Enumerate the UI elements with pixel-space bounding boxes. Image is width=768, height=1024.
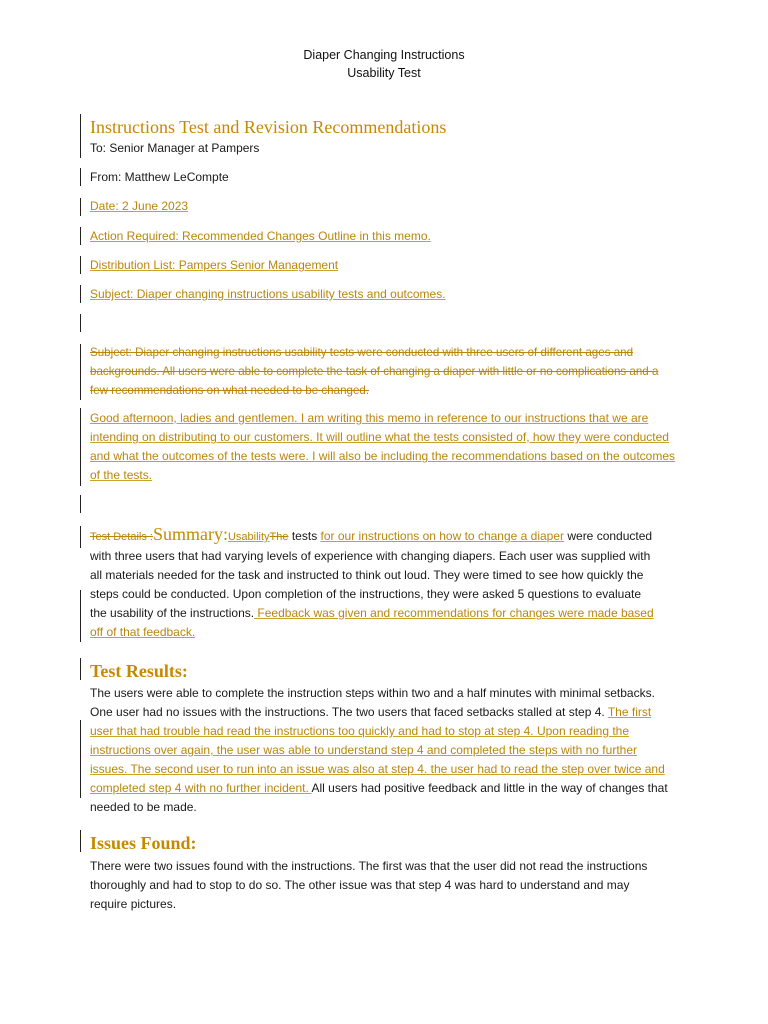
memo-date: Date: 2 June 2023 <box>90 199 189 213</box>
memo-from: From: Matthew LeCompte <box>90 170 229 184</box>
results-text-1: The users were able to complete the instruction steps within two and a half minutes with minimal setbacks. One user had no issues with the instructions. The two users that faced setbacks stalled at step 4. <box>90 686 655 719</box>
inserted-usability: Usability <box>227 531 270 543</box>
issues-found-heading: Issues Found: <box>90 833 197 853</box>
memo-distribution-list: Distribution List: Pampers Senior Management <box>90 258 339 272</box>
change-bar <box>80 114 81 158</box>
issues-found-paragraph: There were two issues found with the instructions. The first was that the user did not read the instructions thoroughly and had to stop to do so. The other issue was that step 4 was hard to understand and may require pictures. <box>90 859 648 911</box>
summary-paragraph <box>90 525 660 642</box>
change-bar <box>80 526 81 548</box>
change-bar <box>80 830 81 852</box>
change-bar <box>80 285 81 303</box>
greeting-paragraph: Good afternoon, ladies and gentlemen. I am writing this memo in reference to our instructions that we are intending on distributing to our customers. It will outline what the tests consisted of, how they were conducted and what the outcomes of the tests were. I will also be including the recommendations based on the outcomes of the tests. <box>90 411 675 482</box>
inserted-for: for our instructions on how to change a diaper <box>320 529 565 543</box>
results-inserted-text: The first user that had trouble had read the instructions too quickly and had to stop at step 4. Upon reading the instructions over again, the user was able to understand step 4 and completed the steps with no further issues. The second user to run into an issue was also at step 4. the user had to read the step over twice and completed step 4 with no further incident. <box>90 705 665 795</box>
change-bar <box>80 168 81 186</box>
document-title: Diaper Changing Instructions <box>303 48 465 62</box>
memo-subject: Subject: Diaper changing instructions usability tests and outcomes. <box>90 287 446 301</box>
change-bar <box>80 227 81 245</box>
deleted-the: The <box>269 531 289 543</box>
change-bar <box>80 314 81 332</box>
change-bar <box>80 198 81 216</box>
test-results-heading: Test Results: <box>90 661 188 681</box>
change-bar <box>80 408 81 486</box>
memo-to: To: Senior Manager at Pampers <box>90 141 260 155</box>
summary-heading: Summary: <box>152 524 228 544</box>
results-text-2: All users had positive feedback and little in the way of changes that needed to be made. <box>90 781 668 814</box>
summary-main-text: were conducted with three users that had varying levels of experience with changing diapers. Each user was supplied with all materials needed for the task and instructed to think out loud. They were timed to see how quickly the steps could be conducted. Upon completion of the instructions, they were asked 5 questions to evaluate the usability of the instructions. <box>90 529 653 620</box>
memo-action-required: Action Required: Recommended Changes Outline in this memo. <box>90 229 431 243</box>
memo-heading: Instructions Test and Revision Recommendations <box>90 117 447 137</box>
document-subtitle: Usability Test <box>347 66 421 80</box>
change-bar <box>80 590 81 642</box>
deleted-label: Test Details : <box>90 531 153 543</box>
change-bar <box>80 495 81 513</box>
inserted-feedback: Feedback was given and recommendations for changes were made based off of that feedback. <box>90 606 654 639</box>
change-bar <box>80 720 81 798</box>
summary-text-tests: tests <box>288 529 321 543</box>
change-bar <box>80 344 81 400</box>
deleted-subject-paragraph: Subject: Diaper changing instructions usability tests were conducted with three users of different ages and backgrounds. All users were able to complete the task of changing a diaper with little or no complications and a few recommendations on what needed to be changed. <box>90 346 659 397</box>
change-bar <box>80 658 81 680</box>
test-results-paragraph <box>90 684 675 817</box>
change-bar <box>80 256 81 274</box>
